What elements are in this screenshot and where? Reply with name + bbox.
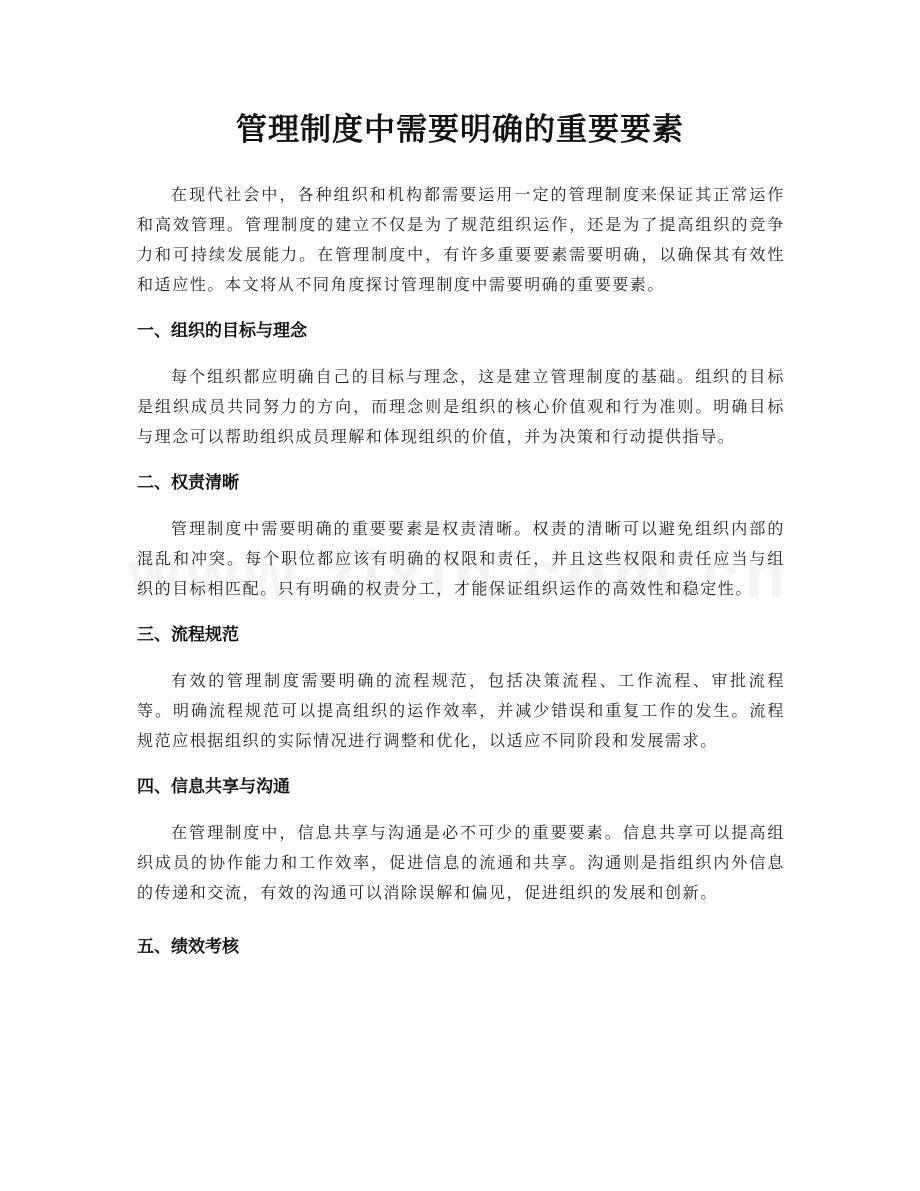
section-body-1: 每个组织都应明确自己的目标与理念，这是建立管理制度的基础。组织的目标是组织成员共同努力的方向，而理念则是组织的核心价值观和行为准则。明确目标与理念可以帮助组织成员理解和体现组织的价值，并为决策和行动提供指导。 xyxy=(137,367,785,446)
section-heading-3: 三、流程规范 xyxy=(137,625,239,645)
intro-paragraph: 在现代社会中，各种组织和机构都需要运用一定的管理制度来保证其正常运作和高效管理。管理制度的建立不仅是为了规范组织运作，还是为了提高组织的竞争力和可持续发展能力。在管理制度中，有许多重要要素需要明确，以确保其有效性和适应性。本文将从不同角度探讨管理制度中需要明确的重要要素。 xyxy=(137,185,785,294)
section-heading-5: 五、绩效考核 xyxy=(137,937,239,957)
section-heading-2: 二、权责清晰 xyxy=(137,473,239,493)
section-heading-1: 一、组织的目标与理念 xyxy=(137,321,307,341)
section-body-4: 在管理制度中，信息共享与沟通是必不可少的重要要素。信息共享可以提高组织成员的协作能力和工作效率，促进信息的流通和共享。沟通则是指组织内外信息的传递和交流，有效的沟通可以消除误解和偏见，促进组织的发展和创新。 xyxy=(137,823,785,902)
page-title: 管理制度中需要明确的重要要素 xyxy=(236,112,684,148)
section-body-2: 管理制度中需要明确的重要要素是权责清晰。权责的清晰可以避免组织内部的混乱和冲突。每个职位都应该有明确的权限和责任，并且这些权限和责任应当与组织的目标相匹配。只有明确的权责分工，才能保证组织运作的高效性和稳定性。 xyxy=(137,519,785,598)
document-body xyxy=(137,180,785,962)
section-heading-4: 四、信息共享与沟通 xyxy=(137,777,290,797)
section-body-3: 有效的管理制度需要明确的流程规范，包括决策流程、工作流程、审批流程等。明确流程规范可以提高组织的运作效率，并减少错误和重复工作的发生。流程规范应根据组织的实际情况进行调整和优化，以适应不同阶段和发展需求。 xyxy=(137,671,785,750)
